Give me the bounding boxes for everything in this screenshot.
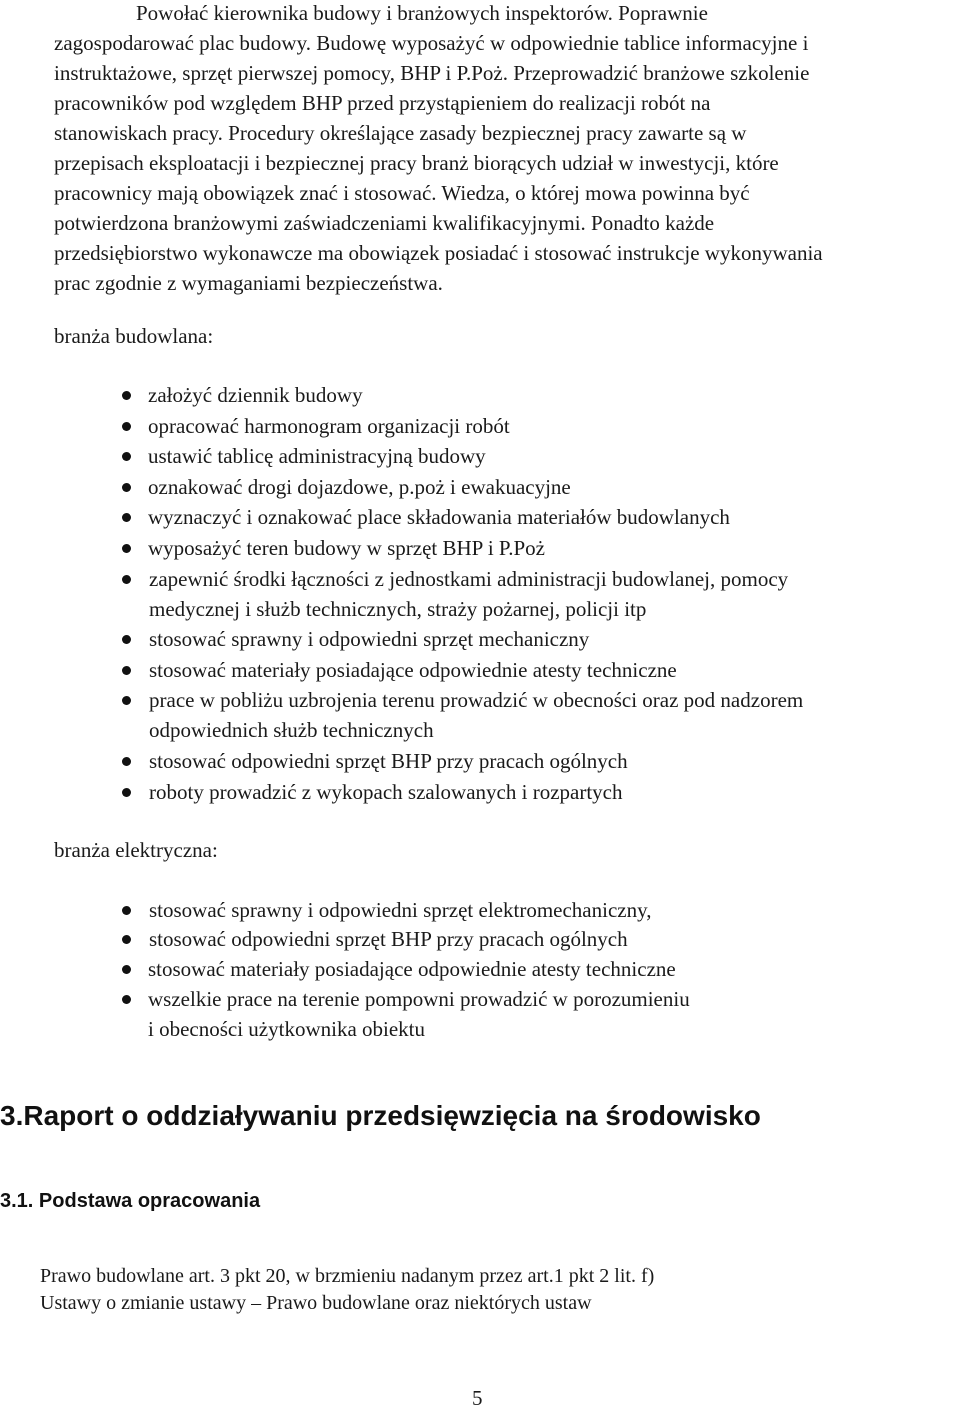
bullet-icon <box>122 452 131 461</box>
reference-line: Prawo budowlane art. 3 pkt 20, w brzmieniu nadanym przez art.1 pkt 2 lit. f) <box>40 1265 655 1287</box>
bullet-icon <box>122 995 131 1004</box>
section-heading: 3.Raport o oddziaływaniu przedsięwzięcia na środowisko <box>0 1100 761 1131</box>
bullet-icon <box>122 696 131 705</box>
list-item: założyć dziennik budowy <box>122 380 363 410</box>
intro-line: potwierdzona branżowymi zaświadczeniami kwalifikacyjnymi. Ponadto każde <box>54 211 715 235</box>
subsection-heading: 3.1. Podstawa opracowania <box>0 1190 261 1212</box>
list-item: stosować odpowiedni sprzęt BHP przy pracach ogólnych <box>122 746 628 776</box>
intro-line: prac zgodnie z wymaganiami bezpieczeństwa. <box>54 271 443 295</box>
bullet-icon <box>122 935 131 944</box>
bullet-icon <box>122 544 131 553</box>
list-item: stosować sprawny i odpowiedni sprzęt mechaniczny <box>122 624 589 654</box>
list-item: zapewnić środki łączności z jednostkami administracji budowlanej, pomocy medycznej i służb technicznych, straży pożarnej, policji itp <box>122 564 788 624</box>
list-item: stosować materiały posiadające odpowiednie atesty techniczne <box>122 655 677 685</box>
intro-line: pracownicy mają obowiązek znać i stosować. Wiedza, o której mowa powinna być <box>54 181 750 205</box>
list-item: roboty prowadzić z wykopach szalowanych i rozpartych <box>122 777 622 807</box>
bullet-icon <box>122 788 131 797</box>
bullet-icon <box>122 513 131 522</box>
list-item: stosować materiały posiadające odpowiednie atesty techniczne <box>122 954 676 984</box>
reference-line: Ustawy o zmianie ustawy – Prawo budowlane oraz niektórych ustaw <box>40 1292 592 1314</box>
intro-line: pracowników pod względem BHP przed przystąpieniem do realizacji robót na <box>54 91 711 115</box>
section-label-budowlana: branża budowlana: <box>54 324 214 348</box>
bullet-icon <box>122 965 131 974</box>
list-item: prace w pobliżu uzbrojenia terenu prowadzić w obecności oraz pod nadzorem odpowiednich służb technicznych <box>122 685 803 745</box>
list-item: stosować odpowiedni sprzęt BHP przy pracach ogólnych <box>122 924 628 954</box>
list-item: wszelkie prace na terenie pompowni prowadzić w porozumieniu i obecności użytkownika obiektu <box>122 984 690 1044</box>
intro-line: instruktażowe, sprzęt pierwszej pomocy, BHP i P.Poż. Przeprowadzić branżowe szkolenie <box>54 61 810 85</box>
bullet-icon <box>122 906 131 915</box>
list-item: oznakować drogi dojazdowe, p.poż i ewakuacyjne <box>122 472 571 502</box>
bullet-icon <box>122 422 131 431</box>
intro-line: przepisach eksploatacji i bezpiecznej pracy branż biorących udział w inwestycji, które <box>54 151 779 175</box>
page-number: 5 <box>472 1386 483 1410</box>
bullet-icon <box>122 635 131 644</box>
bullet-icon <box>122 575 131 584</box>
list-item: stosować sprawny i odpowiedni sprzęt elektromechaniczny, <box>122 895 651 925</box>
bullet-icon <box>122 483 131 492</box>
section-label-elektryczna: branża elektryczna: <box>54 838 218 862</box>
bullet-icon <box>122 757 131 766</box>
bullet-icon <box>122 391 131 400</box>
list-item: ustawić tablicę administracyjną budowy <box>122 441 486 471</box>
list-item: wyznaczyć i oznakować place składowania materiałów budowlanych <box>122 502 730 532</box>
bullet-icon <box>122 666 131 675</box>
list-item: wyposażyć teren budowy w sprzęt BHP i P.Poż <box>122 533 545 563</box>
intro-line: przedsiębiorstwo wykonawcze ma obowiązek posiadać i stosować instrukcje wykonywania <box>54 241 823 265</box>
list-item: opracować harmonogram organizacji robót <box>122 411 510 441</box>
intro-line: Powołać kierownika budowy i branżowych inspektorów. Poprawnie <box>136 1 708 25</box>
intro-line: zagospodarować plac budowy. Budowę wyposażyć w odpowiednie tablice informacyjne i <box>54 31 809 55</box>
intro-line: stanowiskach pracy. Procedury określające zasady bezpiecznej pracy zawarte są w <box>54 121 747 145</box>
